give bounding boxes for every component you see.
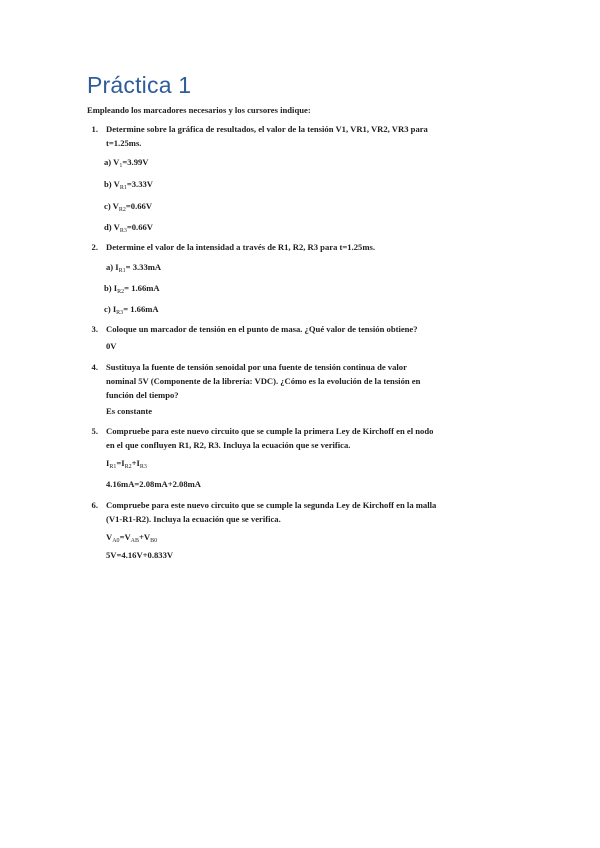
intro-text: Empleando los marcadores necesarios y los cursores indique: [87, 105, 311, 115]
question-5-line-2: en el que confluyen R1, R2, R3. Incluya la ecuación que se verifica. [106, 440, 351, 450]
question-4-line-3: función del tiempo? [106, 390, 179, 400]
question-6-line-2: (V1-R1-R2). Incluya la ecuación que se verifica. [106, 514, 281, 524]
answer-1b: b) $V_{R1}=3.33V$ [104, 179, 154, 191]
answer-4: Es constante [106, 406, 153, 416]
question-2-text: Determine el valor de la intensidad a través de R1, R2, R3 para t=1.25ms. [106, 242, 375, 252]
answer-1a: a) $V_1=3.99V$ [104, 157, 149, 169]
answer-1c: c) $V_{R2}=0.66V$ [104, 201, 153, 213]
answer-2b: b) $I_{R2}= 1.66mA$ [104, 283, 160, 295]
answer-3: 0V [106, 341, 117, 351]
answer-5-equation: $I_{R1}=I_{R2}+I_{R3}$ [106, 458, 147, 470]
question-4-line-1: Sustituya la fuente de tensión senoidal por una fuente de tensión continua de valor [106, 362, 407, 372]
question-6-number: 6. [91, 500, 98, 510]
question-1-line-1: Determine sobre la gráfica de resultados, el valor de la tensión V1, VR1, VR2, VR3 para [106, 124, 428, 134]
question-4-number: 4. [91, 362, 98, 372]
question-3-text: Coloque un marcador de tensión en el punto de masa. ¿Qué valor de tensión obtiene? [106, 324, 418, 334]
question-1-number: 1. [91, 124, 98, 134]
question-3-number: 3. [91, 324, 98, 334]
question-1-line-2: t=1.25ms. [106, 138, 142, 148]
page-title: Práctica 1 [87, 72, 192, 98]
answer-6-values: 5V=4.16V+0.833V [106, 550, 174, 560]
answer-6-equation: $V_{A0}=V_{AB}+V_{B0}$ [106, 532, 158, 544]
answer-2c: c) $I_{R3}= 1.66mA$ [104, 304, 159, 316]
question-5-number: 5. [91, 426, 98, 436]
question-4-line-2: nominal 5V (Componente de la librería: VDC). ¿Cómo es la evolución de la tensión en [106, 376, 421, 386]
question-5-line-1: Compruebe para este nuevo circuito que se cumple la primera Ley de Kirchoff en el nodo [106, 426, 434, 436]
answer-1d: d) $V_{R3}=0.66V$ [104, 222, 154, 234]
question-2-number: 2. [91, 242, 98, 252]
answer-2a: a) $I_{R1}= 3.33mA$ [106, 262, 162, 274]
question-6-line-1: Compruebe para este nuevo circuito que se cumple la segunda Ley de Kirchoff en la malla [106, 500, 437, 510]
answer-5-values: 4.16mA=2.08mA+2.08mA [106, 479, 202, 489]
